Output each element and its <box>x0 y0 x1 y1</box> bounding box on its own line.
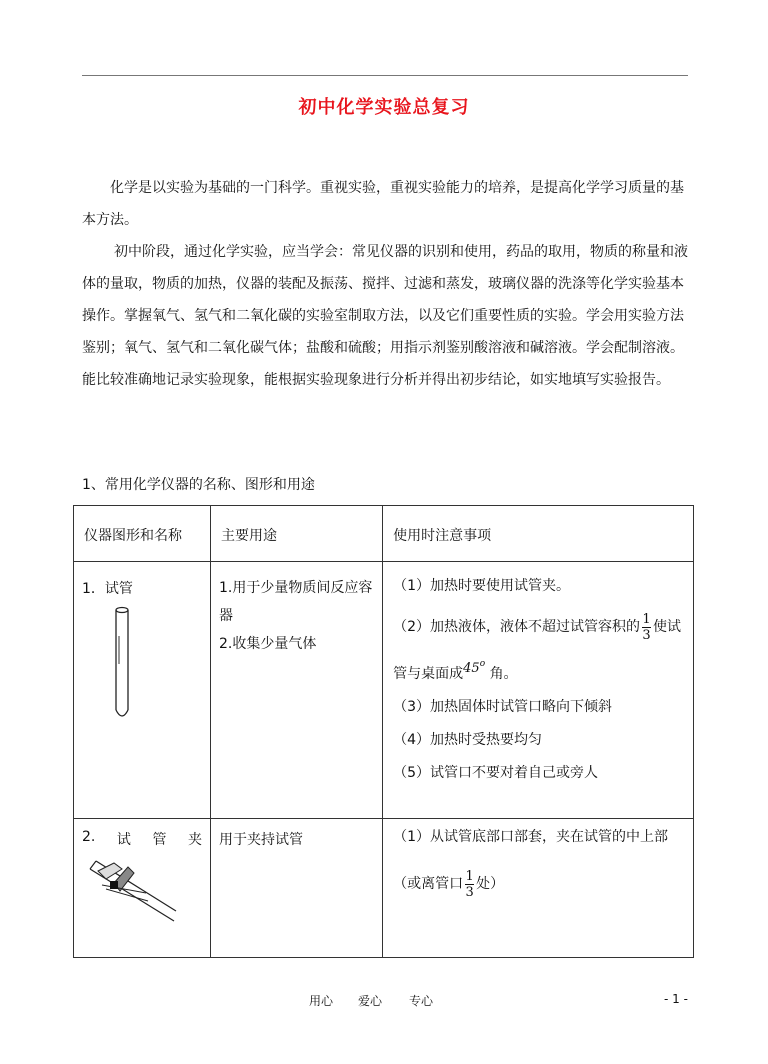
section-heading: 1、常用化学仪器的名称、图形和用途 <box>82 477 315 493</box>
note-item: （5）试管口不要对着自己或旁人 <box>393 765 599 781</box>
use-item: 1.用于少量物质间反应容器 <box>219 580 373 624</box>
instrument-name-part: 夹 <box>188 832 202 848</box>
note-item: （3）加热固体时试管口略向下倾斜 <box>393 699 613 715</box>
page-title: 初中化学实验总复习 <box>298 97 470 118</box>
note-item: 管与桌面成45$^o$ 角。 <box>393 659 518 682</box>
instrument-name: 1．试管 <box>82 581 133 597</box>
header-cell-uses: 主要用途 <box>221 528 277 544</box>
instrument-name-part: 管 <box>152 832 167 848</box>
footer-text-3: 专心 <box>409 994 434 1008</box>
intro-paragraph-2: 初中阶段，通过化学实验，应当学会：常见仪器的识别和使用，药品的取用，物质的称量和液体的量取，物质的加热，仪器的装配及振荡、搅拌、过滤和蒸发，玻璃仪器的洗涤等化学实验基本操作。掌握氧气、氢气和二氧化碳的实验室制取方法，以及它们重要性质的实验。学会用实验方法鉴别；氧气、氢气和二氧化碳气体；盐酸和硫酸；用指示剂鉴别酸溶液和碱溶液。学会配制溶液。能比较准确地记录实验现象，能根据实验现象进行分析并得出初步结论，如实地填写实验报告。 <box>82 244 688 388</box>
instrument-name-part: 2. <box>82 829 96 845</box>
fraction-one-third: $\frac{1}{3}$ <box>465 868 474 900</box>
note-item: （1）加热时要使用试管夹。 <box>393 578 571 594</box>
use-item: 2.收集少量气体 <box>219 636 317 652</box>
angle-value: 45 <box>463 661 480 676</box>
table-row <box>74 562 694 819</box>
page-number: - 1 - <box>664 992 688 1006</box>
note-item: （或离管口 $\frac{1}{3}$ 处） <box>393 868 505 900</box>
note-item: （4）加热时受热要均匀 <box>393 732 543 748</box>
intro-paragraph-1: 化学是以实验为基础的一门科学。重视实验，重视实验能力的培养，是提高化学学习质量的基本方法。 <box>82 180 684 228</box>
footer-text-1: 用心 <box>309 994 334 1008</box>
note-item: （2）加热液体，液体不超过试管容积的 $\frac{1}{3}$ 使试 <box>393 611 682 643</box>
header-rule <box>82 75 688 76</box>
header-cell-notes: 使用时注意事项 <box>393 528 492 544</box>
table-header-row <box>74 506 694 562</box>
instrument-name-part: 试 <box>116 832 131 848</box>
test-tube-figure <box>104 606 144 726</box>
use-item: 用于夹持试管 <box>219 832 303 848</box>
test-tube-holder-figure <box>88 853 178 933</box>
table-row <box>74 819 694 958</box>
footer-text-2: 爱心 <box>358 994 383 1008</box>
header-cell-name: 仪器图形和名称 <box>84 528 182 544</box>
instrument-table <box>73 505 694 958</box>
note-item: （1）从试管底部口部套，夹在试管的中上部 <box>393 829 669 845</box>
fraction-one-third: $\frac{1}{3}$ <box>642 611 651 643</box>
